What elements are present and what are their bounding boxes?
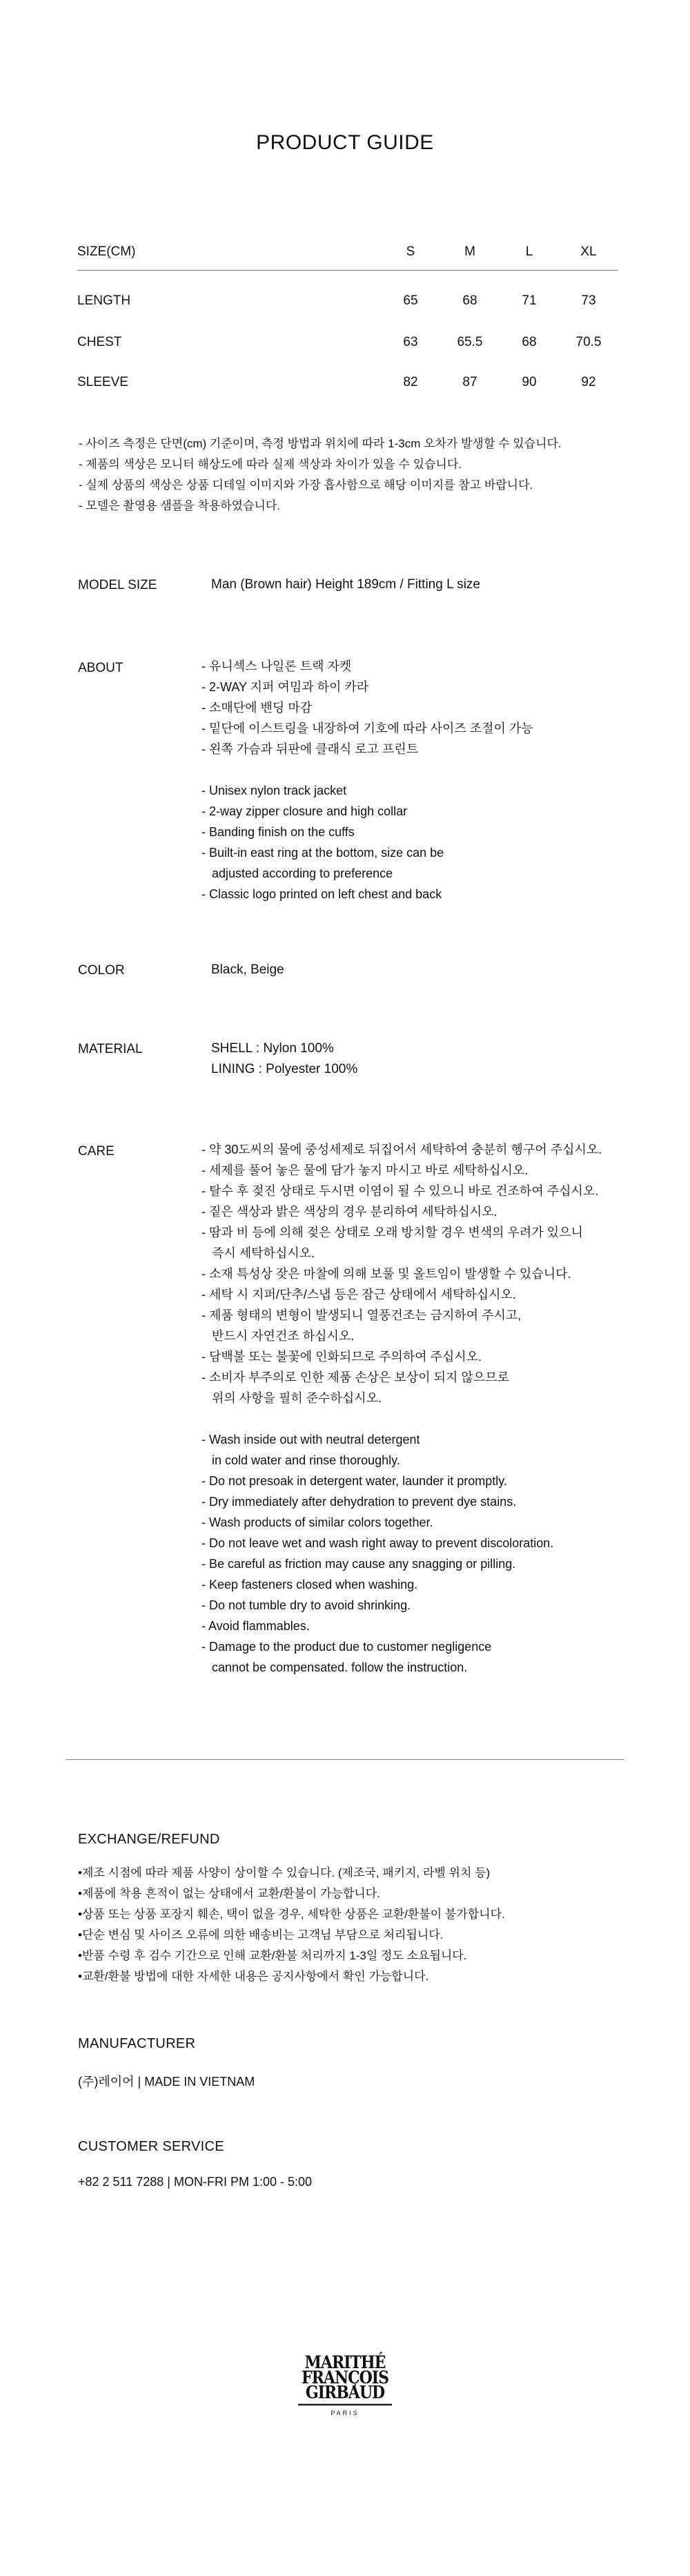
model-size-value: Man (Brown hair) Height 189cm / Fitting L size xyxy=(211,577,481,592)
size-header-m: M xyxy=(464,244,475,259)
list-item: - 소매단에 밴딩 마감 xyxy=(201,701,313,715)
size-header-xl: XL xyxy=(580,244,597,259)
list-item: •반품 수령 후 검수 기간으로 인해 교환/환불 처리까지 1-3일 정도 소요됩니다. xyxy=(78,1949,467,1962)
size-header-l: L xyxy=(525,244,533,259)
list-item xyxy=(201,1408,643,1429)
list-item: - 땀과 비 등에 의해 젖은 상태로 오래 방치할 경우 변색의 우려가 있으니 xyxy=(201,1226,583,1239)
page-title: PRODUCT GUIDE xyxy=(256,131,434,154)
size-header-s: S xyxy=(406,244,415,259)
list-item: - Built-in east ring at the bottom, size can be xyxy=(201,846,444,860)
list-item: •단순 변심 및 사이즈 오류에 의한 배송비는 고객님 부담으로 처리됩니다. xyxy=(78,1928,444,1941)
list-item: 반드시 자연건조 하십시오. xyxy=(201,1329,355,1343)
cell-value: 65.5 xyxy=(457,335,483,349)
cell-value: 73 xyxy=(581,293,596,309)
list-item: - Damage to the product due to customer negligence xyxy=(201,1640,492,1654)
list-item: adjusted according to preference xyxy=(201,866,393,880)
list-item: - 왼쪽 가슴과 뒤판에 클래식 로고 프린트 xyxy=(201,742,419,756)
list-item: cannot be compensated. follow the instruction. xyxy=(201,1660,468,1674)
manufacturer-heading: MANUFACTURER xyxy=(78,2036,196,2051)
cell-value: 65 xyxy=(403,293,418,309)
row-label: SLEEVE xyxy=(77,375,128,389)
material-label: MATERIAL xyxy=(78,1042,143,1056)
list-item: - 탈수 후 젖진 상태로 두시면 이염이 될 수 있으니 바로 건조하여 주십시오. xyxy=(201,1184,599,1198)
manufacturer-value: (주)레이어 | MADE IN VIETNAM xyxy=(78,2075,255,2089)
list-item: - Unisex nylon track jacket xyxy=(201,784,347,797)
section-divider xyxy=(66,1759,624,1760)
list-item: - 담백불 또는 불꽃에 인화되므로 주의하여 주십시오. xyxy=(201,1350,482,1364)
cell-value: 82 xyxy=(403,375,418,389)
list-item: - 모델은 촬영용 샘플을 착용하였습니다. xyxy=(79,499,281,512)
list-item: 즉시 세탁하십시오. xyxy=(201,1246,315,1260)
row-label: CHEST xyxy=(77,335,122,349)
list-item xyxy=(201,759,643,780)
customer-service-value: +82 2 511 7288 | MON-FRI PM 1:00 - 5:00 xyxy=(78,2175,313,2189)
material-shell: SHELL : Nylon 100% xyxy=(211,1041,334,1056)
list-item: - Dry immediately after dehydration to prevent dye stains. xyxy=(201,1495,517,1509)
size-table xyxy=(77,242,618,403)
list-item: - Banding finish on the cuffs xyxy=(201,825,355,839)
exchange-heading: EXCHANGE/REFUND xyxy=(78,1832,220,1847)
list-item: - 사이즈 측정은 단면(cm) 기준이며, 측정 방법과 위치에 따라 1-3cm 오차가 발생할 수 있습니다. xyxy=(79,437,562,450)
care-list xyxy=(201,1139,643,1678)
cell-value: 90 xyxy=(522,375,537,389)
logo-line: MARITHÉ xyxy=(304,2352,386,2373)
list-item: - Wash products of similar colors together. xyxy=(201,1515,433,1529)
care-label: CARE xyxy=(78,1144,115,1159)
cell-value: 70.5 xyxy=(575,335,602,349)
list-item: - 약 30도씨의 물에 중성세제로 뒤집어서 세탁하여 충분히 헹구어 주십시오. xyxy=(201,1143,602,1156)
list-item: - Do not tumble dry to avoid shrinking. xyxy=(201,1598,411,1612)
material-value xyxy=(211,1038,357,1080)
list-item: •상품 또는 상품 포장지 훼손, 택이 없을 경우, 세탁한 상품은 교환/환불이 불가합니다. xyxy=(78,1908,505,1921)
cell-value: 92 xyxy=(581,375,596,389)
logo-line: GIRBAUD xyxy=(298,2384,392,2405)
list-item: - 제품 형태의 변형이 발생되니 열풍건조는 금지하여 주시고, xyxy=(201,1308,522,1322)
cell-value: 71 xyxy=(522,293,537,309)
table-row xyxy=(77,322,618,362)
list-item: - 실제 상품의 색상은 상품 디테일 이미지와 가장 흡사함으로 해당 이미지를 참고 바랍니다. xyxy=(79,478,533,492)
list-item: - 세탁 시 지퍼/단추/스냅 등은 잠근 상태에서 세탁하십시오. xyxy=(201,1288,516,1301)
logo-city: PARIS xyxy=(331,2410,359,2417)
cell-value: 87 xyxy=(462,375,477,389)
list-item: - Be careful as friction may cause any snagging or pilling. xyxy=(201,1557,516,1571)
list-item: •제품에 착용 흔적이 없는 상태에서 교환/환불이 가능합니다. xyxy=(78,1887,380,1900)
list-item: - Classic logo printed on left chest and back xyxy=(201,887,442,901)
list-item: in cold water and rinse thoroughly. xyxy=(201,1453,400,1467)
model-size-label: MODEL SIZE xyxy=(78,578,157,592)
color-label: COLOR xyxy=(78,963,125,978)
list-item: - Wash inside out with neutral detergent xyxy=(201,1433,420,1446)
list-item: 위의 사항을 필히 준수하십시오. xyxy=(201,1391,382,1405)
list-item: •교환/환불 방법에 대한 자세한 내용은 공지사항에서 확인 가능합니다. xyxy=(78,1970,429,1983)
list-item: - Avoid flammables. xyxy=(201,1619,310,1633)
brand-logo xyxy=(290,2352,400,2431)
size-notes xyxy=(79,434,631,516)
list-item: - 소재 특성상 잦은 마찰에 의해 보풀 및 올트임이 발생할 수 있습니다. xyxy=(201,1267,571,1281)
size-table-header xyxy=(77,242,618,270)
color-value: Black, Beige xyxy=(211,962,284,977)
size-header-label: SIZE(CM) xyxy=(77,244,136,259)
list-item: - 짙은 색상과 밝은 색상의 경우 분리하여 세탁하십시오. xyxy=(201,1205,497,1219)
table-row xyxy=(77,270,618,322)
exchange-list xyxy=(78,1863,644,1987)
list-item: - 소비자 부주의로 인한 제품 손상은 보상이 되지 않으므로 xyxy=(201,1371,509,1384)
list-item: - 2-WAY 지퍼 여밈과 하이 카라 xyxy=(201,680,369,694)
about-list xyxy=(201,656,643,904)
list-item: - 유니섹스 나일론 트랙 자켓 xyxy=(201,659,352,673)
list-item: - Do not presoak in detergent water, launder it promptly. xyxy=(201,1474,507,1488)
list-item: - 세제를 풀어 놓은 물에 담가 놓지 마시고 바로 세탁하십시오. xyxy=(201,1163,529,1177)
customer-service-heading: CUSTOMER SERVICE xyxy=(78,2139,224,2154)
table-row xyxy=(77,362,618,403)
cell-value: 68 xyxy=(522,335,537,349)
list-item: - 2-way zipper closure and high collar xyxy=(201,804,408,818)
material-lining: LINING : Polyester 100% xyxy=(211,1062,358,1076)
list-item: - Do not leave wet and wash right away to prevent discoloration. xyxy=(201,1536,554,1550)
row-label: LENGTH xyxy=(77,293,131,309)
list-item: - 밑단에 이스트링을 내장하여 기호에 따라 사이즈 조절이 가능 xyxy=(201,722,533,735)
about-label: ABOUT xyxy=(78,661,124,675)
list-item: •제조 시점에 따라 제품 사양이 상이할 수 있습니다. (제조국, 패키지, 라벨 위치 등) xyxy=(78,1866,491,1879)
list-item: - 제품의 색상은 모니터 해상도에 따라 실제 색상과 차이가 있을 수 있습니다. xyxy=(79,458,462,471)
list-item: - Keep fasteners closed when washing. xyxy=(201,1578,418,1591)
cell-value: 63 xyxy=(403,335,418,349)
logo-line: FRANÇOIS xyxy=(302,2367,388,2388)
cell-value: 68 xyxy=(462,293,477,309)
